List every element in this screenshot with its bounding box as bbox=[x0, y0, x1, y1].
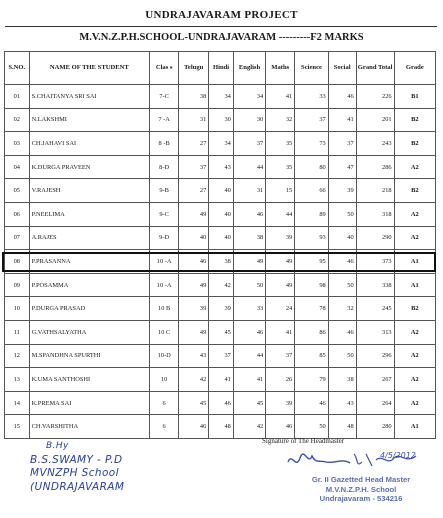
table-cell: A2 bbox=[394, 320, 435, 344]
table-cell: 13 bbox=[5, 368, 30, 392]
table-cell: 30 bbox=[233, 108, 265, 132]
table-cell: 48 bbox=[328, 415, 356, 439]
table-cell: 7 -A bbox=[150, 108, 179, 132]
table-cell: 264 bbox=[356, 391, 394, 415]
marks-table-body bbox=[5, 85, 436, 439]
table-cell: 79 bbox=[295, 368, 328, 392]
table-cell: 46 bbox=[266, 415, 295, 439]
table-cell: CH.VARSHITHA bbox=[29, 415, 150, 439]
table-cell: P.NEELIMA bbox=[29, 202, 150, 226]
table-cell: 41 bbox=[209, 368, 234, 392]
table-cell: K.DURGA PRAVEEN bbox=[29, 155, 150, 179]
table-cell: 373 bbox=[356, 250, 394, 274]
table-cell: 26 bbox=[266, 368, 295, 392]
table-cell: 24 bbox=[266, 297, 295, 321]
table-cell: 10 bbox=[5, 297, 30, 321]
table-cell: 46 bbox=[233, 202, 265, 226]
signature-label: Signature of The Headmaster bbox=[262, 437, 345, 445]
table-cell: P.DURGA PRASAD bbox=[29, 297, 150, 321]
handwritten-note bbox=[30, 440, 124, 494]
table-cell: 41 bbox=[266, 320, 295, 344]
table-cell: 98 bbox=[295, 273, 328, 297]
table-cell: 43 bbox=[328, 391, 356, 415]
table-cell: A2 bbox=[394, 155, 435, 179]
table-cell: 9-C bbox=[150, 202, 179, 226]
table-cell: 38 bbox=[209, 250, 234, 274]
column-header: Social bbox=[328, 52, 356, 85]
table-cell: 40 bbox=[209, 179, 234, 203]
table-cell: 38 bbox=[233, 226, 265, 250]
table-cell: 48 bbox=[209, 415, 234, 439]
signature-date: 4/5/2012 bbox=[380, 451, 416, 460]
table-cell: 8 -B bbox=[150, 132, 179, 156]
stamp-line: Undrajavaram - 534216 bbox=[319, 494, 403, 503]
table-cell: 338 bbox=[356, 273, 394, 297]
column-header: Grade bbox=[394, 52, 435, 85]
table-cell: 243 bbox=[356, 132, 394, 156]
table-cell: 226 bbox=[356, 85, 394, 109]
column-header: NAME OF THE STUDENT bbox=[29, 52, 150, 85]
table-row bbox=[5, 391, 436, 415]
table-cell: 41 bbox=[233, 368, 265, 392]
table-cell: 02 bbox=[5, 108, 30, 132]
table-cell: 37 bbox=[295, 108, 328, 132]
table-cell: 49 bbox=[233, 250, 265, 274]
table-cell: 10-D bbox=[150, 344, 179, 368]
table-cell: 42 bbox=[209, 273, 234, 297]
table-cell: 03 bbox=[5, 132, 30, 156]
table-cell: 318 bbox=[356, 202, 394, 226]
table-cell: 80 bbox=[295, 155, 328, 179]
stamp-line: Gr. II Gazetted Head Master bbox=[311, 475, 411, 484]
table-cell: V.RAJESH bbox=[29, 179, 150, 203]
table-cell: 27 bbox=[179, 132, 209, 156]
table-cell: 06 bbox=[5, 202, 30, 226]
table-cell: A1 bbox=[394, 273, 435, 297]
table-cell: 9-D bbox=[150, 226, 179, 250]
table-cell: 31 bbox=[233, 179, 265, 203]
table-cell: 6 bbox=[150, 415, 179, 439]
table-cell: 49 bbox=[179, 320, 209, 344]
table-cell: 35 bbox=[266, 155, 295, 179]
table-row bbox=[5, 273, 436, 297]
table-cell: 32 bbox=[328, 297, 356, 321]
table-cell: 37 bbox=[266, 344, 295, 368]
table-cell: 33 bbox=[233, 297, 265, 321]
table-cell: 7-C bbox=[150, 85, 179, 109]
table-cell: 44 bbox=[233, 344, 265, 368]
table-cell: 09 bbox=[5, 273, 30, 297]
table-cell: 39 bbox=[266, 226, 295, 250]
column-header: English bbox=[233, 52, 265, 85]
table-cell: 10 -A bbox=[150, 250, 179, 274]
table-cell: 6 bbox=[150, 391, 179, 415]
table-cell: 37 bbox=[209, 344, 234, 368]
table-cell: 34 bbox=[233, 85, 265, 109]
table-row bbox=[5, 250, 436, 274]
school-subtitle: M.V.N.Z.P.H.SCHOOL-UNDRAJAVARAM ---------F2 MARKS bbox=[79, 32, 364, 43]
table-cell: 46 bbox=[179, 250, 209, 274]
table-cell: 37 bbox=[233, 132, 265, 156]
headmaster-signature bbox=[284, 448, 434, 474]
table-cell: 15 bbox=[266, 179, 295, 203]
table-cell: A2 bbox=[394, 202, 435, 226]
table-cell: B2 bbox=[394, 132, 435, 156]
table-cell: 42 bbox=[233, 415, 265, 439]
table-row bbox=[5, 85, 436, 109]
divider bbox=[5, 26, 437, 27]
table-row bbox=[5, 179, 436, 203]
table-cell: S.CHAITANYA SRI SAI bbox=[29, 85, 150, 109]
table-cell: A2 bbox=[394, 344, 435, 368]
table-cell: 37 bbox=[328, 132, 356, 156]
table-cell: 49 bbox=[179, 202, 209, 226]
table-cell: 40 bbox=[179, 226, 209, 250]
table-cell: A2 bbox=[394, 368, 435, 392]
table-cell: B2 bbox=[394, 297, 435, 321]
table-cell: 39 bbox=[179, 297, 209, 321]
table-cell: 34 bbox=[209, 132, 234, 156]
table-cell: 290 bbox=[356, 226, 394, 250]
column-header: S.NO. bbox=[5, 52, 30, 85]
column-header: Science bbox=[295, 52, 328, 85]
table-row bbox=[5, 368, 436, 392]
table-cell: 38 bbox=[328, 368, 356, 392]
table-cell: G.VATHSALYATHA bbox=[29, 320, 150, 344]
table-cell: 50 bbox=[328, 344, 356, 368]
table-row bbox=[5, 132, 436, 156]
table-cell: P.PRASANNA bbox=[29, 250, 150, 274]
table-row bbox=[5, 297, 436, 321]
table-row bbox=[5, 415, 436, 439]
table-cell: 39 bbox=[328, 179, 356, 203]
table-cell: 39 bbox=[209, 297, 234, 321]
table-cell: 267 bbox=[356, 368, 394, 392]
table-cell: 50 bbox=[233, 273, 265, 297]
table-cell: 296 bbox=[356, 344, 394, 368]
table-row bbox=[5, 320, 436, 344]
table-cell: 41 bbox=[266, 85, 295, 109]
table-cell: 40 bbox=[328, 226, 356, 250]
table-cell: B2 bbox=[394, 179, 435, 203]
table-cell: 47 bbox=[328, 155, 356, 179]
table-cell: 34 bbox=[209, 85, 234, 109]
table-cell: 32 bbox=[266, 108, 295, 132]
table-cell: A2 bbox=[394, 226, 435, 250]
table-cell: 41 bbox=[328, 108, 356, 132]
table-cell: 313 bbox=[356, 320, 394, 344]
table-cell: 44 bbox=[233, 155, 265, 179]
table-cell: 46 bbox=[328, 85, 356, 109]
table-cell: 86 bbox=[295, 320, 328, 344]
marks-table bbox=[4, 51, 436, 439]
table-cell: A.RAJES bbox=[29, 226, 150, 250]
table-cell: 49 bbox=[179, 273, 209, 297]
table-cell: 46 bbox=[328, 320, 356, 344]
table-cell: 37 bbox=[179, 155, 209, 179]
table-cell: 78 bbox=[295, 297, 328, 321]
table-cell: 245 bbox=[356, 297, 394, 321]
handwritten-line: (UNDRAJAVARAM bbox=[30, 480, 125, 493]
table-cell: 44 bbox=[266, 202, 295, 226]
table-cell: 93 bbox=[295, 226, 328, 250]
table-cell: 95 bbox=[295, 250, 328, 274]
table-cell: K.PREMA SAI bbox=[29, 391, 150, 415]
table-cell: 10 C bbox=[150, 320, 179, 344]
table-cell: 50 bbox=[295, 415, 328, 439]
table-cell: 10 -A bbox=[150, 273, 179, 297]
table-cell: 08 bbox=[5, 250, 30, 274]
table-cell: 27 bbox=[179, 179, 209, 203]
column-header: Hindi bbox=[209, 52, 234, 85]
table-cell: 286 bbox=[356, 155, 394, 179]
stamp-line: M.V.N.Z.P.H. School bbox=[325, 484, 397, 494]
table-cell: 50 bbox=[328, 273, 356, 297]
table-row bbox=[5, 108, 436, 132]
table-cell: 73 bbox=[295, 132, 328, 156]
table-cell: 49 bbox=[266, 273, 295, 297]
table-cell: 46 bbox=[233, 320, 265, 344]
table-cell: A2 bbox=[394, 391, 435, 415]
table-row bbox=[5, 226, 436, 250]
table-cell: 9-B bbox=[150, 179, 179, 203]
table-cell: 04 bbox=[5, 155, 30, 179]
table-cell: 10 B bbox=[150, 297, 179, 321]
handwritten-initials: B.Hy bbox=[46, 441, 69, 451]
column-header: Maths bbox=[266, 52, 295, 85]
table-cell: 43 bbox=[209, 155, 234, 179]
table-cell: 07 bbox=[5, 226, 30, 250]
table-header-row bbox=[5, 52, 436, 85]
table-cell: 40 bbox=[209, 202, 234, 226]
table-cell: 38 bbox=[179, 85, 209, 109]
table-cell: N.LAKSHMI bbox=[29, 108, 150, 132]
table-cell: P.POSAMMA bbox=[29, 273, 150, 297]
table-cell: 46 bbox=[179, 415, 209, 439]
column-header: Clas s bbox=[150, 52, 179, 85]
table-cell: 42 bbox=[179, 368, 209, 392]
table-cell: 11 bbox=[5, 320, 30, 344]
table-cell: 10 bbox=[150, 368, 179, 392]
table-cell: 45 bbox=[179, 391, 209, 415]
table-cell: 8-D bbox=[150, 155, 179, 179]
table-row bbox=[5, 344, 436, 368]
table-cell: 218 bbox=[356, 179, 394, 203]
table-cell: 12 bbox=[5, 344, 30, 368]
table-cell: 40 bbox=[209, 226, 234, 250]
table-cell: 50 bbox=[328, 202, 356, 226]
school-stamp bbox=[286, 475, 436, 504]
handwritten-line: MVNZPH School bbox=[30, 467, 119, 479]
table-cell: 45 bbox=[233, 391, 265, 415]
project-title: UNDRAJAVARAM PROJECT bbox=[145, 9, 298, 21]
column-header: Telugu bbox=[179, 52, 209, 85]
table-cell: 201 bbox=[356, 108, 394, 132]
table-row bbox=[5, 155, 436, 179]
table-cell: 46 bbox=[328, 250, 356, 274]
table-cell: 46 bbox=[295, 391, 328, 415]
table-cell: 05 bbox=[5, 179, 30, 203]
table-cell: 01 bbox=[5, 85, 30, 109]
table-cell: A1 bbox=[394, 415, 435, 439]
table-cell: B2 bbox=[394, 108, 435, 132]
table-cell: 35 bbox=[266, 132, 295, 156]
table-cell: 46 bbox=[209, 391, 234, 415]
table-cell: 280 bbox=[356, 415, 394, 439]
table-cell: 31 bbox=[179, 108, 209, 132]
table-cell: A1 bbox=[394, 250, 435, 274]
table-cell: 14 bbox=[5, 391, 30, 415]
table-row bbox=[5, 202, 436, 226]
column-header: Grand Total bbox=[356, 52, 394, 85]
table-cell: 15 bbox=[5, 415, 30, 439]
table-cell: 85 bbox=[295, 344, 328, 368]
table-cell: M.SPANDHNA SPURTHI bbox=[29, 344, 150, 368]
table-cell: 33 bbox=[295, 85, 328, 109]
table-cell: 39 bbox=[266, 391, 295, 415]
table-cell: 89 bbox=[295, 202, 328, 226]
table-cell: K.UMA SANTHOSHI bbox=[29, 368, 150, 392]
table-cell: 45 bbox=[209, 320, 234, 344]
handwritten-line: B.S.SWAMY - P.D bbox=[30, 453, 123, 466]
table-cell: B1 bbox=[394, 85, 435, 109]
table-cell: 49 bbox=[266, 250, 295, 274]
table-cell: CH.JAHAVI SAI bbox=[29, 132, 150, 156]
table-cell: 43 bbox=[179, 344, 209, 368]
table-cell: 66 bbox=[295, 179, 328, 203]
table-cell: 30 bbox=[209, 108, 234, 132]
